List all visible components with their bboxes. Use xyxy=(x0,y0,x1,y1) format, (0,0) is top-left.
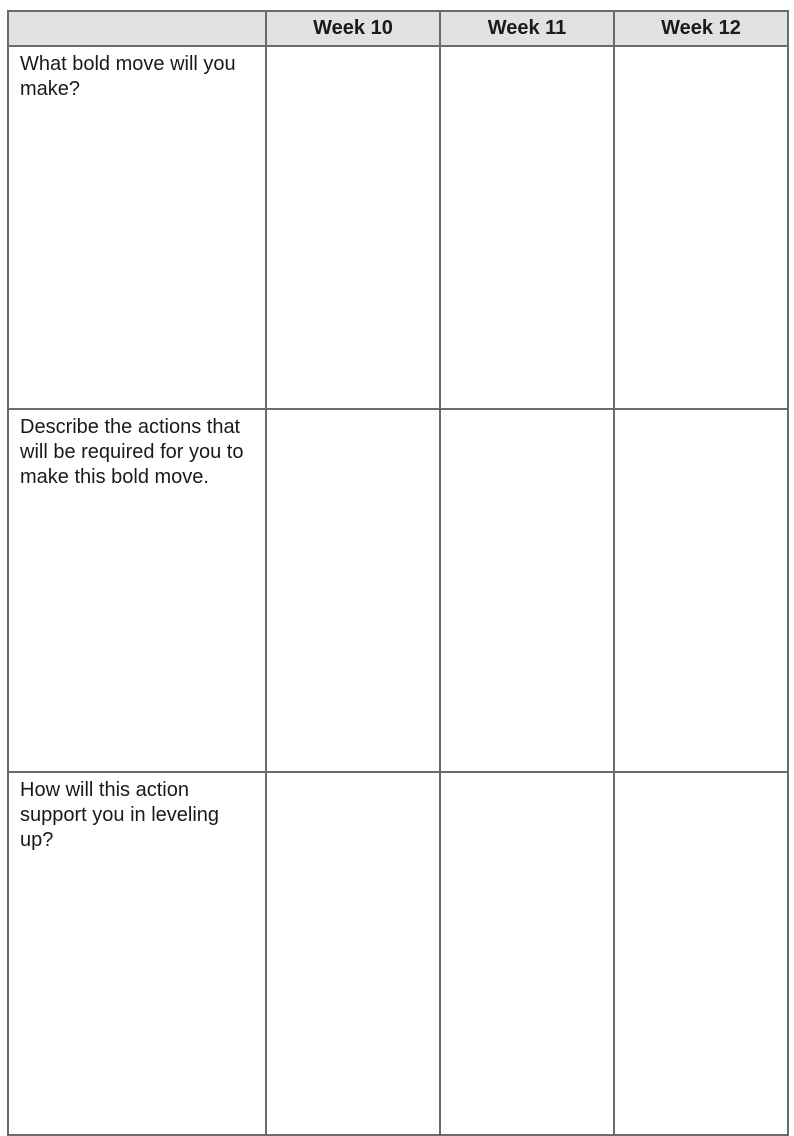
bold-move-prompt: What bold move will you make? xyxy=(8,46,266,409)
actions-prompt: Describe the actions that will be required for you to make this bold move. xyxy=(8,409,266,772)
week-12-header: Week 12 xyxy=(614,11,788,46)
corner-header-cell xyxy=(8,11,266,46)
actions-week-12-cell[interactable] xyxy=(614,409,788,772)
header-row xyxy=(8,11,788,46)
leveling-up-row xyxy=(8,772,788,1135)
week-10-header: Week 10 xyxy=(266,11,440,46)
bold-move-week-11-cell[interactable] xyxy=(440,46,614,409)
bold-move-week-10-cell[interactable] xyxy=(266,46,440,409)
actions-week-10-cell[interactable] xyxy=(266,409,440,772)
actions-row xyxy=(8,409,788,772)
actions-week-11-cell[interactable] xyxy=(440,409,614,772)
bold-move-planner-table xyxy=(7,10,789,1136)
bold-move-week-12-cell[interactable] xyxy=(614,46,788,409)
leveling-up-week-12-cell[interactable] xyxy=(614,772,788,1135)
bold-move-row xyxy=(8,46,788,409)
week-11-header: Week 11 xyxy=(440,11,614,46)
leveling-up-week-11-cell[interactable] xyxy=(440,772,614,1135)
leveling-up-week-10-cell[interactable] xyxy=(266,772,440,1135)
leveling-up-prompt: How will this action support you in leveling up? xyxy=(8,772,266,1135)
